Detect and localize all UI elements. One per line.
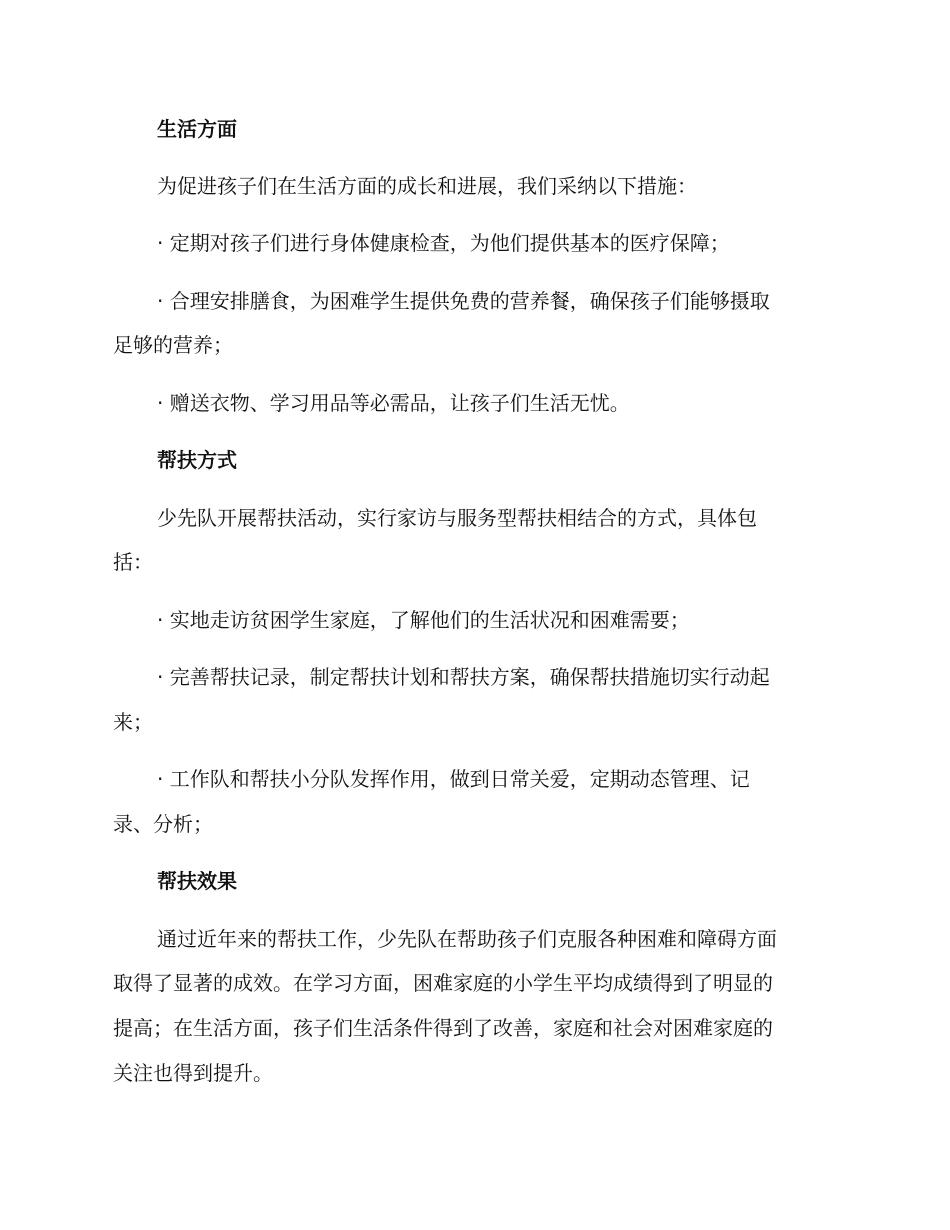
paragraph-intro-method-line-1: 少先队开展帮扶活动，实行家访与服务型帮扶相结合的方式，具体包 (157, 506, 757, 530)
bullet-team-line-1: · 工作队和帮扶小分队发挥作用，做到日常关爱，定期动态管理、记 (157, 767, 750, 791)
paragraph-intro-method-line-2: 括： (113, 550, 153, 574)
bullet-health-check: · 定期对孩子们进行身体健康检查，为他们提供基本的医疗保障； (157, 231, 730, 255)
bullet-home-visit: · 实地走访贫困学生家庭，了解他们的生活状况和困难需要； (157, 608, 690, 632)
section-heading-method: 帮扶方式 (157, 448, 237, 472)
bullet-meals-line-2: 足够的营养； (113, 333, 233, 357)
bullet-records-line-2: 来； (113, 710, 153, 734)
paragraph-effect-line-3: 提高；在生活方面，孩子们生活条件得到了改善，家庭和社会对困难家庭的 (113, 1016, 773, 1040)
bullet-team-line-2: 录、分析； (113, 812, 213, 836)
bullet-records-line-1: · 完善帮扶记录，制定帮扶计划和帮扶方案，确保帮扶措施切实行动起 (157, 665, 770, 689)
paragraph-effect-line-2: 取得了显著的成效。在学习方面，困难家庭的小学生平均成绩得到了明显的 (113, 971, 773, 995)
paragraph-effect-line-4: 关注也得到提升。 (113, 1061, 273, 1085)
bullet-meals-line-1: · 合理安排膳食，为困难学生提供免费的营养餐，确保孩子们能够摄取 (157, 289, 770, 313)
paragraph-intro-life: 为促进孩子们在生活方面的成长和进展，我们采纳以下措施： (157, 174, 697, 198)
section-heading-effect: 帮扶效果 (157, 869, 237, 893)
paragraph-effect-line-1: 通过近年来的帮扶工作，少先队在帮助孩子们克服各种困难和障碍方面 (157, 927, 777, 951)
section-heading-life: 生活方面 (157, 117, 237, 141)
bullet-clothing: · 赠送衣物、学习用品等必需品，让孩子们生活无忧。 (157, 391, 630, 415)
